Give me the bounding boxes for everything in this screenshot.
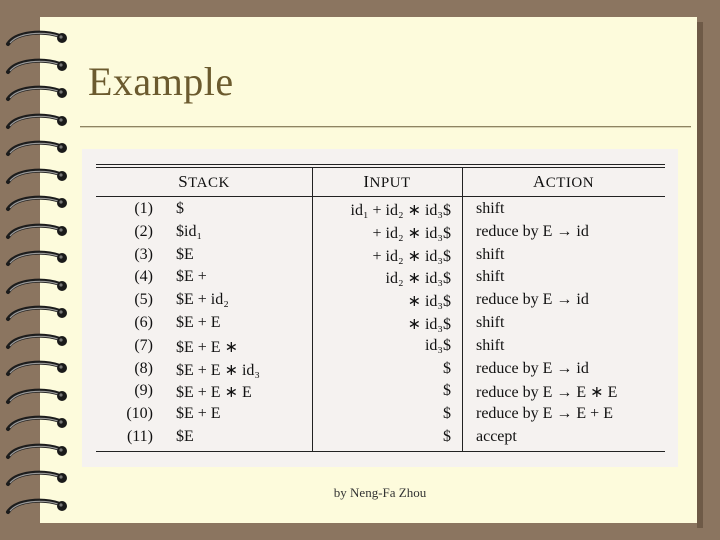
binding-ring-icon [2,138,68,158]
table-row [96,428,665,450]
binding-ring-icon [2,221,68,241]
row-number: (3) [134,245,153,263]
row-number: (6) [134,314,153,331]
input-cell: $ [443,382,451,400]
header-action [462,172,665,194]
stack-cell: $E + E ∗ [176,338,238,356]
binding-ring-icon [2,331,68,351]
action-cell: reduce by E → id [476,291,589,309]
binding-ring-icon [2,413,68,433]
binding-ring-icon [2,303,68,323]
binding-ring-icon [2,358,68,378]
binding-ring-icon [2,386,68,406]
action-cell: reduce by E → id [476,359,589,377]
input-cell: ∗ id₃$ [407,293,451,311]
stack-cell: $id₁ [176,222,203,240]
header-stack [96,172,312,194]
binding-ring-icon [2,111,68,131]
row-number: (5) [134,291,153,309]
page-shadow [697,22,703,528]
stack-cell: $E + E ∗ E [176,384,252,402]
table-top-rule [96,164,665,165]
header-action-cap: A [532,172,546,191]
binding-ring-icon [2,166,68,186]
header-input-rest: NPUT [369,175,411,191]
input-cell: $ [443,428,451,445]
stack-cell: $E + [176,268,207,286]
table-row [96,200,665,222]
row-number: (11) [126,428,153,445]
footer-author: by Neng-Fa Zhou [333,485,427,500]
binding-ring-icon [2,248,68,268]
stack-cell: $ [176,200,184,217]
row-number: (8) [134,359,153,377]
table-row [96,337,665,359]
stack-cell: $E + E [176,405,221,423]
header-input-cap: I [363,172,370,191]
input-cell: id₃$ [424,336,451,354]
table-row [96,314,665,336]
action-cell: reduce by E → E ∗ E [476,384,618,402]
action-cell: shift [476,314,505,331]
binding-ring-icon [2,193,68,213]
table-row [96,268,665,290]
stack-cell: $E [176,245,194,263]
action-cell: shift [476,268,505,286]
table-bottom-rule [96,451,665,452]
row-number: (9) [134,382,153,400]
stack-cell: $E + E [176,314,221,331]
row-number: (7) [134,336,153,354]
stack-cell: $E + E ∗ id₃ [176,361,260,379]
table-row [96,291,665,313]
action-cell: shift [476,336,505,354]
binding-ring-icon [2,276,68,296]
header-rule [96,196,665,197]
row-number: (1) [134,200,153,217]
slide-title: Example [88,59,234,104]
row-number: (10) [126,405,153,423]
table-row [96,246,665,268]
input-cell: ∗ id₃$ [407,316,451,333]
header-input [312,172,462,194]
input-cell: $ [443,359,451,377]
table-top-rule-2 [96,167,665,168]
row-number: (4) [134,268,153,286]
binding-ring-icon [2,56,68,76]
input-cell: id₁ + id₂ ∗ id₃$ [350,202,451,219]
action-cell: shift [476,245,505,263]
input-cell: + id₂ ∗ id₃$ [372,224,451,242]
table-row [96,382,665,404]
binding-ring-icon [2,496,68,516]
binding-ring-icon [2,83,68,103]
row-number: (2) [134,222,153,240]
action-cell: reduce by E → id [476,222,589,240]
stack-cell: $E [176,428,194,445]
input-cell: id₂ ∗ id₃$ [385,270,451,288]
title-divider [80,126,691,128]
table-row [96,223,665,245]
stack-cell: $E + id₂ [176,291,229,309]
binding-ring-icon [2,441,68,461]
input-cell: + id₂ ∗ id₃$ [372,247,451,265]
action-cell: accept [476,428,517,445]
binding-ring-icon [2,28,68,48]
header-stack-cap: S [178,172,189,191]
header-stack-rest: TACK [188,175,230,191]
binding-ring-icon [2,468,68,488]
header-action-rest: CTION [545,175,595,191]
action-cell: reduce by E → E + E [476,405,613,423]
table-row [96,360,665,382]
action-cell: shift [476,200,505,217]
table-row [96,405,665,427]
input-cell: $ [443,405,451,423]
